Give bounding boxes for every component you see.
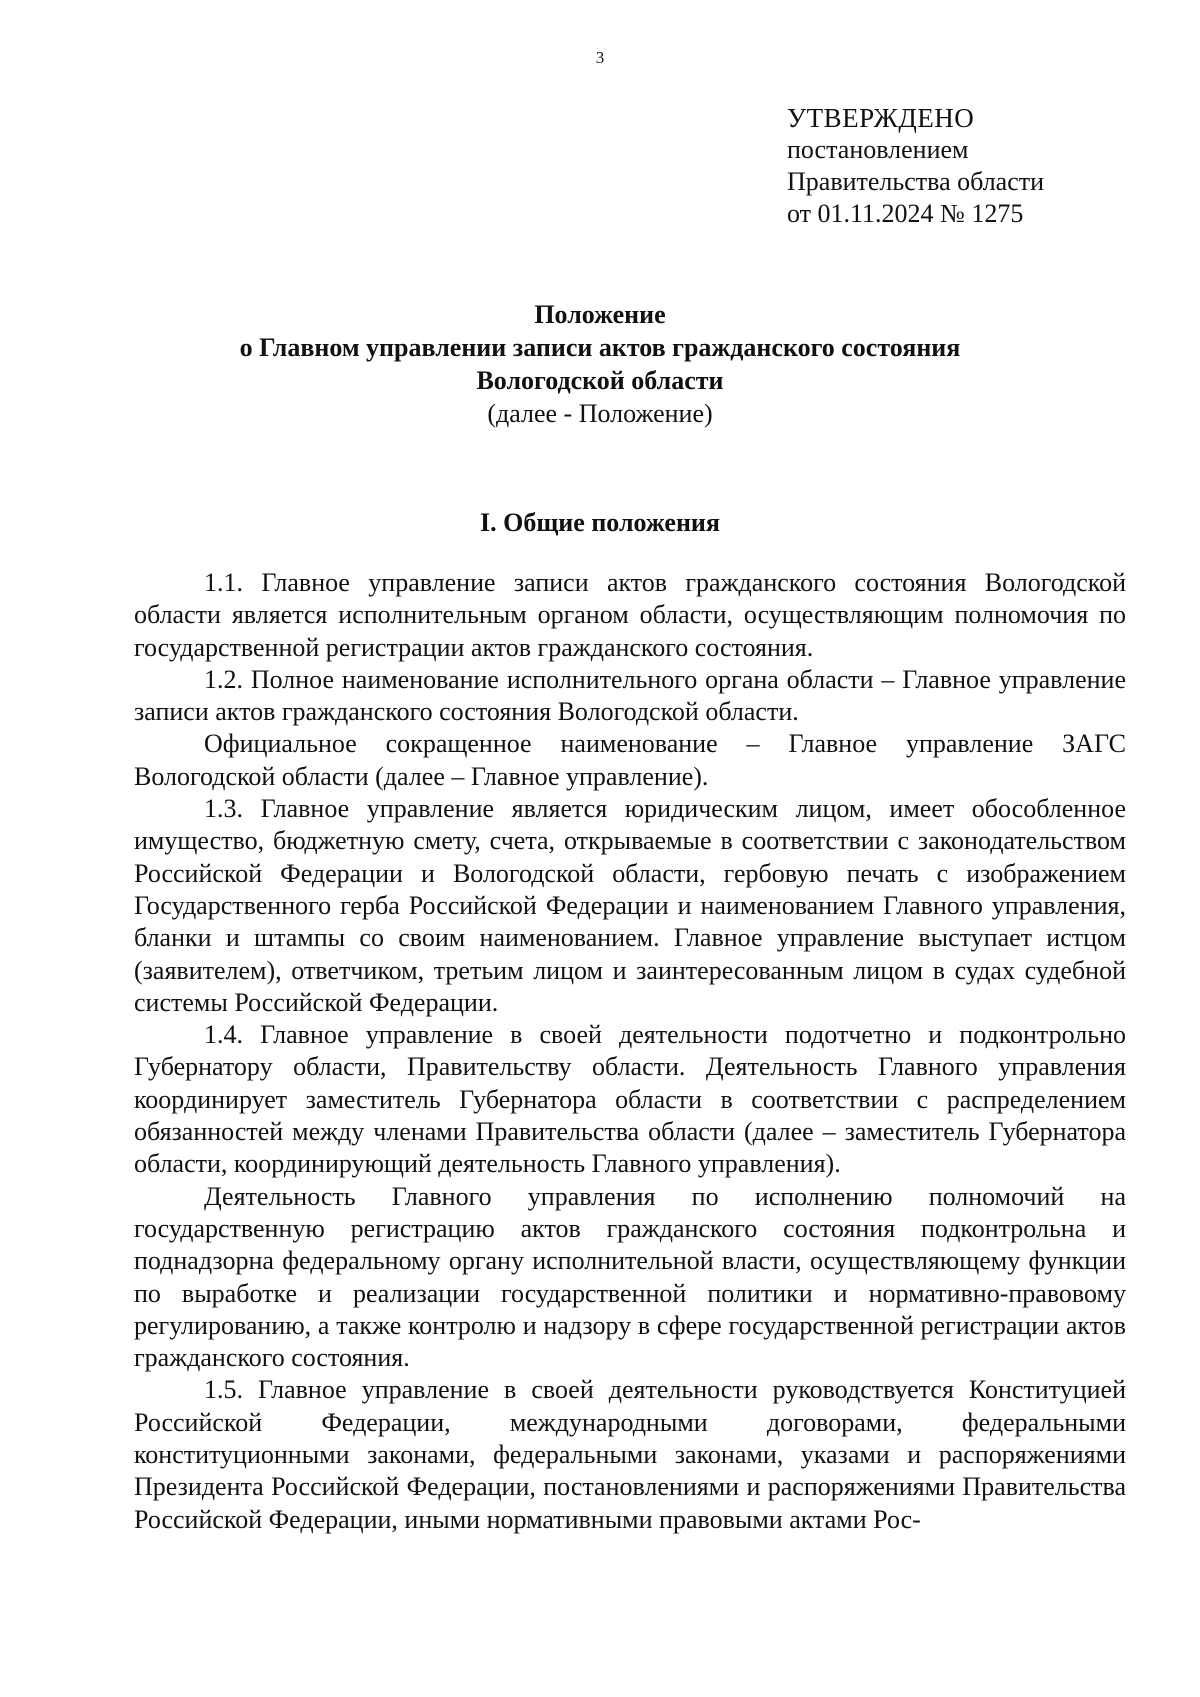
section-heading: I. Общие положения (480, 508, 720, 537)
paragraph: 1.1. Главное управление записи актов гражданского состояния Вологодской области является исполнительным органом области, осуществляющим полномочия по государственной регистрации актов гражданского состояния. (134, 568, 1126, 662)
approval-date-number: от 01.11.2024 № 1275 (787, 199, 1024, 228)
title-note: (далее - Положение) (487, 399, 713, 428)
approval-line: постановлением (787, 135, 969, 164)
paragraph: 1.4. Главное управление в своей деятельности подотчетно и подконтрольно Губернатору области, Правительству области. Деятельность Главного управления координирует заместитель Губернатора области в соответствии с распределением обязанностей между членами Правительства области (далее – заместитель Губернатора области, координирующий деятельность Главного управления). (134, 1020, 1126, 1179)
paragraph: 1.2. Полное наименование исполнительного органа области – Главное управление записи актов гражданского состояния Вологодской области. (134, 664, 1126, 727)
paragraph: Официальное сокращенное наименование – Главное управление ЗАГС Вологодской области (далее – Главное управление). (134, 729, 1126, 791)
body-text (134, 567, 1126, 1536)
title-line: Положение (534, 300, 666, 329)
approval-line: Правительства области (787, 167, 1045, 196)
title-line: о Главном управлении записи актов гражданского состояния (239, 333, 961, 362)
paragraph: Деятельность Главного управления по исполнению полномочий на государственную регистрацию актов гражданского состояния подконтрольна и поднадзорна федеральному органу исполнительной власти, осуществляющему функции по выработке и реализации государственной политики и нормативно-правовому регулированию, а также контролю и надзору в сфере государственной регистрации актов гражданского состояния. (134, 1181, 1126, 1373)
document-title (0, 298, 1200, 430)
approval-stamp (787, 102, 1044, 230)
paragraph: 1.3. Главное управление является юридическим лицом, имеет обособленное имущество, бюджетную смету, счета, открываемые в соответствии с законодательством Российской Федерации и Вологодской области, гербовую печать с изображением Государственного герба Российской Федерации и наименованием Главного управления, бланки и штампы со своим наименованием. Главное управление выступает истцом (заявителем), ответчиком, третьим лицом и заинтересованным лицом в судах судебной системы Российской Федерации. (134, 794, 1126, 1017)
title-line: Вологодской области (476, 366, 724, 395)
approval-heading: УТВЕРЖДЕНО (787, 103, 975, 133)
paragraph: 1.5. Главное управление в своей деятельности руководствуется Конституцией Российской Федерации, международными договорами, федеральными конституционными законами, федеральными законами, указами и распоряжениями Президента Российской Федерации, постановлениями и распоряжениями Правительства Российской Федерации, иными нормативными правовыми актами Рос- (134, 1375, 1126, 1534)
page-number: 3 (595, 48, 605, 67)
